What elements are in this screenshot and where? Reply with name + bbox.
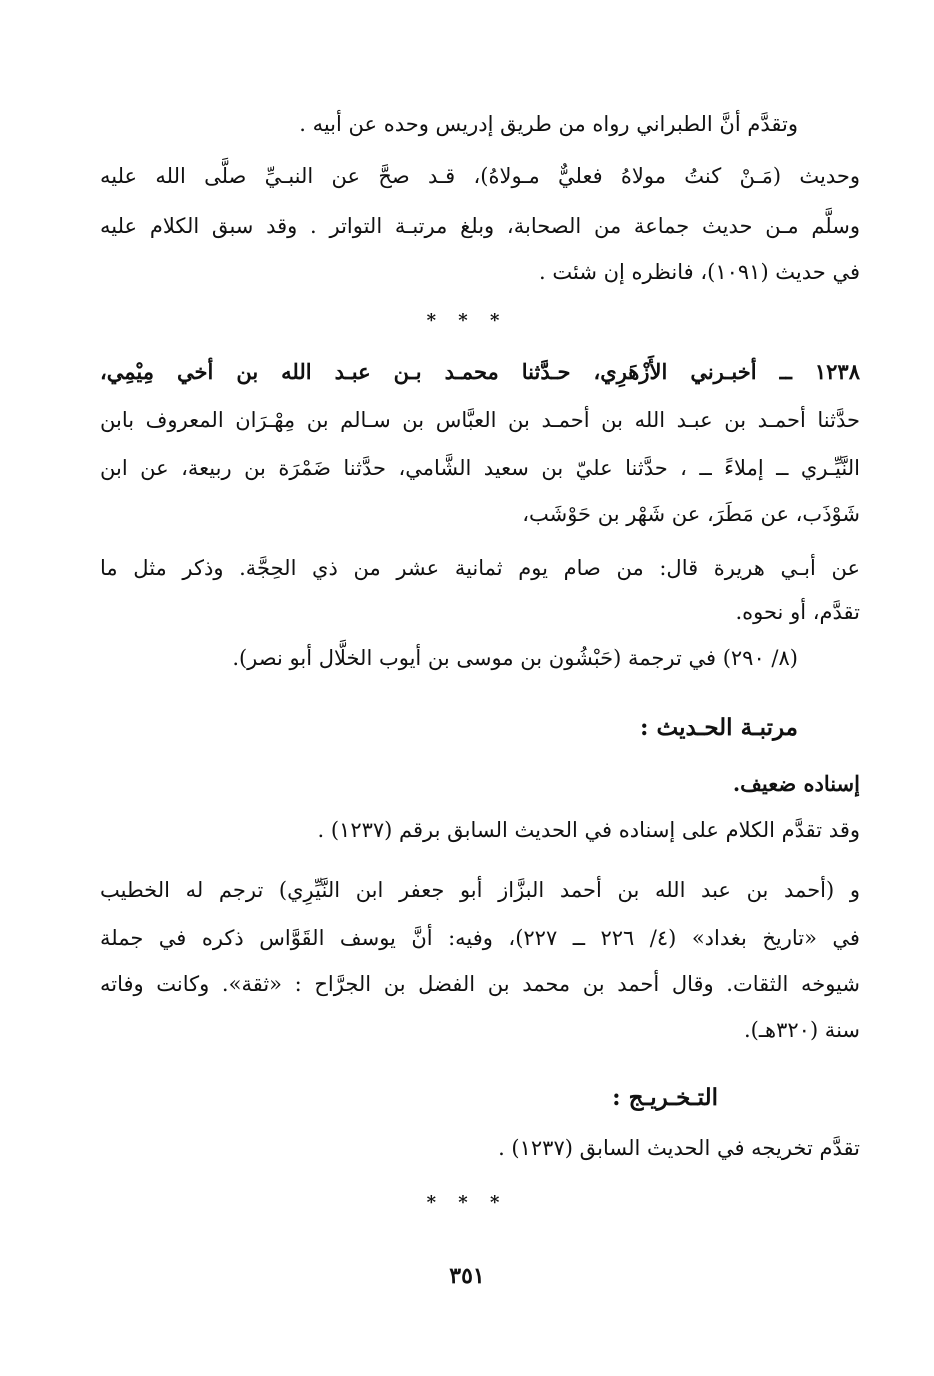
narrator-note-line-4: سنة (٣٢٠هـ). xyxy=(743,1018,860,1042)
narrator-note-line-3: شيوخه الثقات. وقال أحمد بن محمد بن الفضل بن الجرَّاح : «ثقة». وكانت وفاته xyxy=(100,972,860,996)
section-separator: * * * xyxy=(426,1192,508,1213)
heading-takhrij: التـخـريـج : xyxy=(612,1084,718,1111)
text-line-2: وحديث (مَـنْ كنتُ مولاهُ فعليٌّ مـولاهُ)، قـد صحَّ عن النبـيِّ صلَّى الله عليه xyxy=(100,164,860,188)
narrator-note-line-2: في «تاريخ بغداد» (٤/ ٢٢٦ ــ ٢٢٧)، وفيه: أنَّ يوسف القَوَّاس ذكره في جملة xyxy=(100,926,860,950)
page-number: ٣٥١ xyxy=(449,1263,485,1289)
takhrij-text: تقدَّم تخريجه في الحديث السابق (١٢٣٧) . xyxy=(498,1136,860,1160)
hadith-1238-line-1: ١٢٣٨ ــ أخبـرني الأَزْهَرِي، حـدَّثنا محمـد بـن عبـد الله بن أخي مِيْمِي، xyxy=(100,359,860,384)
hadith-1238-line-4: شَوْذَب، عن مَطَرَ، عن شَهْر بن حَوْشَب، xyxy=(522,502,860,526)
source-reference: (٨/ ٢٩٠) في ترجمة (حَبْشُون بن موسى بن أيوب الخلَّال أبو نصر). xyxy=(232,646,798,670)
hadith-text-line-2: تقدَّم، أو نحوه. xyxy=(735,600,860,624)
heading-hadith-grade: مرتبـة الحـديث : xyxy=(640,714,798,741)
narrator-note-line-1: و (أحمد بن عبد الله بن أحمد البزَّاز أبو جعفر ابن النَّيِّرِي) ترجم له الخطيب xyxy=(100,878,860,902)
text-line-4: في حديث (١٠٩١)، فانظره إن شئت . xyxy=(539,260,860,284)
grade-note: وقد تقدَّم الكلام على إسناده في الحديث السابق برقم (١٢٣٧) . xyxy=(317,818,860,842)
grade-text: إسناده ضعيف. xyxy=(732,771,860,796)
text-line-3: وسلَّم مـن حديث جماعة من الصحابة، وبلغ مرتبـة التواتر . وقد سبق الكلام عليه xyxy=(100,214,860,238)
hadith-text-line-1: عن أبـي هريرة قال: من صام يوم ثمانية عشر من ذي الحِجَّة. وذكر مثل ما xyxy=(100,556,860,580)
hadith-1238-line-3: النَّيِّـري ــ إملاءً ــ ، حدَّثنا عليّ بن سعيد الشَّامي، حدَّثنا ضَمْرَة بن ربيعة، عن ابن xyxy=(100,456,860,480)
text-line-1: وتقدَّم أنَّ الطبراني رواه من طريق إدريس وحده عن أبيه . xyxy=(299,112,798,136)
section-separator: * * * xyxy=(426,310,508,331)
hadith-1238-line-2: حدَّثنا أحمـد بن عبـد الله بن أحمـد بن العبَّاس بن سـالم بن مِهْـرَان المعروف بابن xyxy=(100,408,860,432)
